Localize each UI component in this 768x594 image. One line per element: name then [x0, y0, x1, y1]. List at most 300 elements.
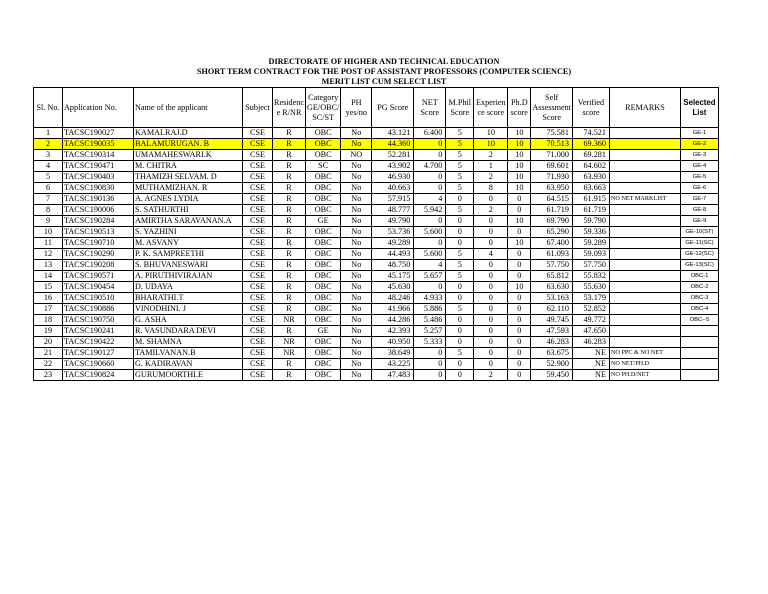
cell-residence: R: [273, 161, 306, 172]
cell-net-score: 0: [414, 370, 446, 381]
cell-subject: CSE: [243, 249, 273, 260]
title-directorate: DIRECTORATE OF HIGHER AND TECHNICAL EDUCATION: [268, 57, 500, 66]
cell-net-score: 0: [414, 359, 446, 370]
cell-application-no: TACSC190513: [63, 227, 134, 238]
cell-mphil-score: 5: [446, 161, 474, 172]
cell-application-no: TACSC190471: [63, 161, 134, 172]
cell-self-assessment: 61.719: [531, 205, 573, 216]
cell-verified-score: 61.915: [572, 194, 609, 205]
cell-subject: CSE: [243, 282, 273, 293]
cell-residence: R: [273, 128, 306, 139]
cell-mphil-score: 0: [446, 238, 474, 249]
cell-application-no: TACSC190127: [63, 348, 134, 359]
cell-selected-list: GE-5: [680, 172, 718, 183]
cell-phd-score: 0: [508, 293, 531, 304]
cell-self-assessment: 63.950: [531, 183, 573, 194]
cell-mphil-score: 5: [446, 172, 474, 183]
cell-ph: No: [341, 216, 372, 227]
cell-ph: No: [341, 326, 372, 337]
cell-category: OBC: [306, 337, 341, 348]
header-pg-score: PG Score: [372, 88, 414, 128]
cell-self-assessment: 53.163: [531, 293, 573, 304]
cell-remarks: [609, 205, 680, 216]
cell-net-score: 4: [414, 194, 446, 205]
cell-subject: CSE: [243, 359, 273, 370]
cell-experience-score: 0: [474, 194, 508, 205]
cell-selected-list: OBC-4: [680, 304, 718, 315]
cell-mphil-score: 0: [446, 326, 474, 337]
cell-experience-score: 0: [474, 359, 508, 370]
cell-pg-score: 44.493: [372, 249, 414, 260]
cell-subject: CSE: [243, 205, 273, 216]
cell-category: OBC: [306, 227, 341, 238]
cell-verified-score: 49.772: [572, 315, 609, 326]
table-row: [34, 183, 719, 194]
cell-selected-list: [680, 359, 718, 370]
cell-net-score: 5.333: [414, 337, 446, 348]
cell-experience-score: 0: [474, 293, 508, 304]
cell-ph: No: [341, 337, 372, 348]
cell-selected-list: OBC-1: [680, 271, 718, 282]
cell-sl: 22: [34, 359, 63, 370]
cell-mphil-score: 5: [446, 304, 474, 315]
header-name: Name of the applicant: [134, 88, 243, 128]
cell-residence: R: [273, 150, 306, 161]
cell-self-assessment: 63.630: [531, 282, 573, 293]
cell-subject: CSE: [243, 304, 273, 315]
cell-application-no: TACSC190824: [63, 370, 134, 381]
cell-applicant-name: TAMILVANAN.B: [134, 348, 243, 359]
cell-application-no: TACSC190290: [63, 249, 134, 260]
cell-mphil-score: 5: [446, 260, 474, 271]
cell-net-score: 0: [414, 348, 446, 359]
cell-phd-score: 0: [508, 260, 531, 271]
cell-remarks: [609, 183, 680, 194]
cell-applicant-name: A. PIRUTHIVIRAJAN: [134, 271, 243, 282]
cell-category: OBC: [306, 194, 341, 205]
cell-experience-score: 2: [474, 370, 508, 381]
cell-verified-score: 61.719: [572, 205, 609, 216]
cell-mphil-score: 5: [446, 139, 474, 150]
cell-remarks: [609, 260, 680, 271]
cell-net-score: 4.700: [414, 161, 446, 172]
table-row: [34, 359, 719, 370]
cell-self-assessment: 67.400: [531, 238, 573, 249]
cell-sl: 8: [34, 205, 63, 216]
cell-self-assessment: 57.750: [531, 260, 573, 271]
cell-residence: NR: [273, 348, 306, 359]
cell-ph: No: [341, 282, 372, 293]
cell-selected-list: [680, 370, 718, 381]
table-row: [34, 139, 719, 150]
cell-residence: NR: [273, 337, 306, 348]
cell-applicant-name: D. UDAYA: [134, 282, 243, 293]
cell-selected-list: GE-11(SC): [680, 238, 718, 249]
cell-self-assessment: 75.581: [531, 128, 573, 139]
cell-application-no: TACSC190422: [63, 337, 134, 348]
cell-ph: No: [341, 370, 372, 381]
cell-pg-score: 45.630: [372, 282, 414, 293]
cell-remarks: NO NET/PH.D: [609, 359, 680, 370]
cell-category: GE: [306, 216, 341, 227]
cell-selected-list: GE-1: [680, 128, 718, 139]
cell-category: GE: [306, 326, 341, 337]
cell-mphil-score: 0: [446, 282, 474, 293]
cell-net-score: 0: [414, 139, 446, 150]
header-mphil-score: M.Phil Score: [446, 88, 474, 128]
cell-verified-score: 59.790: [572, 216, 609, 227]
cell-remarks: [609, 172, 680, 183]
cell-remarks: [609, 282, 680, 293]
cell-ph: No: [341, 315, 372, 326]
cell-residence: R: [273, 282, 306, 293]
cell-applicant-name: BHARATHI.T: [134, 293, 243, 304]
cell-ph: NO: [341, 150, 372, 161]
cell-pg-score: 40.950: [372, 337, 414, 348]
cell-application-no: TACSC190208: [63, 260, 134, 271]
cell-phd-score: 10: [508, 183, 531, 194]
cell-subject: CSE: [243, 139, 273, 150]
cell-ph: No: [341, 128, 372, 139]
cell-mphil-score: 0: [446, 359, 474, 370]
cell-phd-score: 0: [508, 348, 531, 359]
cell-residence: R: [273, 172, 306, 183]
cell-experience-score: 10: [474, 128, 508, 139]
cell-sl: 20: [34, 337, 63, 348]
cell-self-assessment: 69.790: [531, 216, 573, 227]
cell-experience-score: 0: [474, 326, 508, 337]
cell-experience-score: 0: [474, 304, 508, 315]
cell-phd-score: 0: [508, 304, 531, 315]
cell-pg-score: 43.225: [372, 359, 414, 370]
cell-mphil-score: 5: [446, 249, 474, 260]
cell-pg-score: 45.175: [372, 271, 414, 282]
cell-category: OBC: [306, 282, 341, 293]
cell-net-score: 0: [414, 172, 446, 183]
header-application-no: Application No.: [63, 88, 134, 128]
cell-applicant-name: R. VASUNDARA DEVI: [134, 326, 243, 337]
cell-residence: R: [273, 139, 306, 150]
cell-remarks: [609, 337, 680, 348]
cell-self-assessment: 46.283: [531, 337, 573, 348]
cell-ph: No: [341, 139, 372, 150]
cell-verified-score: 63.663: [572, 183, 609, 194]
cell-net-score: 4.933: [414, 293, 446, 304]
header-residence: Residenc e R/NR: [273, 88, 306, 128]
cell-application-no: TACSC190136: [63, 194, 134, 205]
cell-application-no: TACSC190830: [63, 183, 134, 194]
cell-self-assessment: 65.812: [531, 271, 573, 282]
cell-selected-list: [680, 326, 718, 337]
table-row: [34, 370, 719, 381]
header-self-assessment: Self Assessment Score: [531, 88, 573, 128]
cell-sl: 1: [34, 128, 63, 139]
cell-phd-score: 10: [508, 238, 531, 249]
cell-net-score: 4: [414, 260, 446, 271]
title-post: SHORT TERM CONTRACT FOR THE POST OF ASSISTANT PROFESSORS (COMPUTER SCIENCE): [196, 67, 572, 76]
cell-self-assessment: 52.900: [531, 359, 573, 370]
cell-application-no: TACSC190571: [63, 271, 134, 282]
cell-verified-score: 55.832: [572, 271, 609, 282]
table-row: [34, 271, 719, 282]
table-row: [34, 172, 719, 183]
cell-remarks: NO PH.D/NET: [609, 370, 680, 381]
cell-pg-score: 44.360: [372, 139, 414, 150]
document-titles: [0, 57, 768, 87]
table-row: [34, 260, 719, 271]
cell-phd-score: 0: [508, 194, 531, 205]
cell-category: OBC: [306, 205, 341, 216]
cell-mphil-score: 5: [446, 183, 474, 194]
cell-residence: R: [273, 293, 306, 304]
cell-experience-score: 0: [474, 315, 508, 326]
title-merit-list: MERIT LIST CUM SELECT LIST: [321, 77, 447, 86]
table-row: [34, 348, 719, 359]
cell-pg-score: 42.393: [372, 326, 414, 337]
cell-application-no: TACSC190660: [63, 359, 134, 370]
cell-subject: CSE: [243, 348, 273, 359]
cell-net-score: 5.657: [414, 271, 446, 282]
cell-subject: CSE: [243, 128, 273, 139]
cell-applicant-name: VINODHINI. J: [134, 304, 243, 315]
cell-mphil-score: 0: [446, 370, 474, 381]
cell-selected-list: GE-9: [680, 216, 718, 227]
cell-selected-list: OBC-3: [680, 293, 718, 304]
cell-subject: CSE: [243, 260, 273, 271]
cell-verified-score: 69.360: [572, 139, 609, 150]
cell-selected-list: GE-10(ST): [680, 227, 718, 238]
table-row: [34, 227, 719, 238]
cell-phd-score: 0: [508, 205, 531, 216]
cell-self-assessment: 59.450: [531, 370, 573, 381]
header-subject: Subject: [243, 88, 273, 128]
cell-remarks: [609, 139, 680, 150]
cell-ph: No: [341, 183, 372, 194]
cell-mphil-score: 5: [446, 348, 474, 359]
cell-self-assessment: 47.593: [531, 326, 573, 337]
cell-verified-score: 59.093: [572, 249, 609, 260]
cell-selected-list: GE-6: [680, 183, 718, 194]
cell-ph: No: [341, 161, 372, 172]
cell-applicant-name: A. AGNES LYDIA: [134, 194, 243, 205]
cell-remarks: [609, 271, 680, 282]
cell-phd-score: 10: [508, 161, 531, 172]
cell-ph: No: [341, 238, 372, 249]
cell-sl: 16: [34, 293, 63, 304]
cell-experience-score: 0: [474, 282, 508, 293]
cell-subject: CSE: [243, 194, 273, 205]
cell-residence: R: [273, 194, 306, 205]
cell-subject: CSE: [243, 161, 273, 172]
cell-subject: CSE: [243, 293, 273, 304]
cell-selected-list: GE-13(SC): [680, 260, 718, 271]
cell-application-no: TACSC190510: [63, 293, 134, 304]
cell-ph: No: [341, 205, 372, 216]
cell-subject: CSE: [243, 216, 273, 227]
cell-self-assessment: 62.110: [531, 304, 573, 315]
cell-subject: CSE: [243, 150, 273, 161]
cell-net-score: 6.400: [414, 128, 446, 139]
cell-application-no: TACSC190314: [63, 150, 134, 161]
table-row: [34, 216, 719, 227]
header-selected-list: Selected List: [680, 88, 718, 128]
cell-selected-list: GE-2: [680, 139, 718, 150]
table-row: [34, 205, 719, 216]
cell-verified-score: NE: [572, 359, 609, 370]
cell-subject: CSE: [243, 238, 273, 249]
cell-ph: No: [341, 260, 372, 271]
cell-verified-score: 52.852: [572, 304, 609, 315]
cell-application-no: TACSC190241: [63, 326, 134, 337]
cell-residence: R: [273, 271, 306, 282]
cell-self-assessment: 61.093: [531, 249, 573, 260]
cell-self-assessment: 65.290: [531, 227, 573, 238]
cell-sl: 12: [34, 249, 63, 260]
cell-verified-score: 46.283: [572, 337, 609, 348]
cell-pg-score: 49.790: [372, 216, 414, 227]
cell-phd-score: 0: [508, 249, 531, 260]
table-row: [34, 249, 719, 260]
table-row: [34, 304, 719, 315]
table-row: [34, 326, 719, 337]
cell-subject: CSE: [243, 326, 273, 337]
cell-pg-score: 41.966: [372, 304, 414, 315]
cell-residence: NR: [273, 315, 306, 326]
cell-ph: No: [341, 271, 372, 282]
cell-phd-score: 10: [508, 216, 531, 227]
cell-sl: 21: [34, 348, 63, 359]
cell-verified-score: 55.630: [572, 282, 609, 293]
cell-residence: R: [273, 370, 306, 381]
cell-phd-score: 0: [508, 337, 531, 348]
cell-experience-score: 4: [474, 249, 508, 260]
cell-pg-score: 38.649: [372, 348, 414, 359]
cell-pg-score: 48.777: [372, 205, 414, 216]
cell-remarks: [609, 150, 680, 161]
cell-applicant-name: AMIRTHA SARAVANAN.A: [134, 216, 243, 227]
cell-mphil-score: 0: [446, 216, 474, 227]
cell-ph: No: [341, 348, 372, 359]
cell-application-no: TACSC190035: [63, 139, 134, 150]
cell-phd-score: 0: [508, 315, 531, 326]
cell-applicant-name: S. BHUVANESWARI: [134, 260, 243, 271]
cell-pg-score: 43.121: [372, 128, 414, 139]
header-sl: Sl. No.: [34, 88, 63, 128]
cell-applicant-name: S. YAZHINI: [134, 227, 243, 238]
table-row: [34, 128, 719, 139]
cell-sl: 18: [34, 315, 63, 326]
merit-list-table: [33, 87, 719, 381]
cell-applicant-name: G. KADIRAVAN: [134, 359, 243, 370]
cell-self-assessment: 70.513: [531, 139, 573, 150]
table-body: [34, 128, 719, 381]
cell-sl: 6: [34, 183, 63, 194]
cell-sl: 9: [34, 216, 63, 227]
cell-category: OBC: [306, 150, 341, 161]
header-row: [34, 88, 719, 128]
cell-experience-score: 0: [474, 216, 508, 227]
cell-mphil-score: 5: [446, 150, 474, 161]
table-row: [34, 293, 719, 304]
cell-remarks: NO PPC & NO NET: [609, 348, 680, 359]
cell-phd-score: 0: [508, 271, 531, 282]
cell-experience-score: 0: [474, 271, 508, 282]
cell-experience-score: 0: [474, 348, 508, 359]
cell-experience-score: 0: [474, 238, 508, 249]
header-remarks: REMARKS: [609, 88, 680, 128]
cell-pg-score: 48.246: [372, 293, 414, 304]
cell-selected-list: OBC--5: [680, 315, 718, 326]
cell-ph: No: [341, 249, 372, 260]
cell-applicant-name: GURUMOORTHI.E: [134, 370, 243, 381]
cell-phd-score: 10: [508, 128, 531, 139]
cell-sl: 23: [34, 370, 63, 381]
header-experience-score: Experien ce score: [474, 88, 508, 128]
cell-verified-score: 57.750: [572, 260, 609, 271]
cell-mphil-score: 5: [446, 271, 474, 282]
cell-pg-score: 48.750: [372, 260, 414, 271]
cell-experience-score: 10: [474, 139, 508, 150]
cell-ph: No: [341, 359, 372, 370]
cell-subject: CSE: [243, 315, 273, 326]
cell-verified-score: 74.521: [572, 128, 609, 139]
cell-phd-score: 10: [508, 172, 531, 183]
cell-pg-score: 47.483: [372, 370, 414, 381]
cell-self-assessment: 63.675: [531, 348, 573, 359]
cell-phd-score: 0: [508, 370, 531, 381]
cell-applicant-name: M. CHITRA: [134, 161, 243, 172]
cell-phd-score: 10: [508, 139, 531, 150]
cell-sl: 19: [34, 326, 63, 337]
cell-ph: No: [341, 227, 372, 238]
cell-pg-score: 43.902: [372, 161, 414, 172]
table-row: [34, 337, 719, 348]
cell-experience-score: 0: [474, 260, 508, 271]
cell-residence: R: [273, 326, 306, 337]
cell-net-score: 0: [414, 150, 446, 161]
table-row: [34, 194, 719, 205]
cell-applicant-name: BALAMURUGAN. B: [134, 139, 243, 150]
cell-phd-score: 0: [508, 227, 531, 238]
cell-pg-score: 44.286: [372, 315, 414, 326]
cell-experience-score: 1: [474, 161, 508, 172]
cell-net-score: 0: [414, 282, 446, 293]
cell-mphil-score: 0: [446, 194, 474, 205]
cell-remarks: NO NET MARKLIST: [609, 194, 680, 205]
cell-net-score: 5.942: [414, 205, 446, 216]
cell-verified-score: NE: [572, 370, 609, 381]
cell-sl: 14: [34, 271, 63, 282]
cell-net-score: 0: [414, 183, 446, 194]
cell-ph: No: [341, 172, 372, 183]
cell-selected-list: GE-3: [680, 150, 718, 161]
cell-applicant-name: S. SATHURTHI: [134, 205, 243, 216]
cell-residence: R: [273, 238, 306, 249]
cell-mphil-score: 0: [446, 227, 474, 238]
cell-selected-list: [680, 348, 718, 359]
cell-pg-score: 53.736: [372, 227, 414, 238]
cell-mphil-score: 0: [446, 337, 474, 348]
cell-residence: R: [273, 227, 306, 238]
cell-category: OBC: [306, 271, 341, 282]
cell-sl: 15: [34, 282, 63, 293]
cell-ph: No: [341, 194, 372, 205]
header-verified-score: Verified score: [572, 88, 609, 128]
cell-sl: 5: [34, 172, 63, 183]
cell-remarks: [609, 315, 680, 326]
cell-subject: CSE: [243, 271, 273, 282]
cell-verified-score: 47.650: [572, 326, 609, 337]
